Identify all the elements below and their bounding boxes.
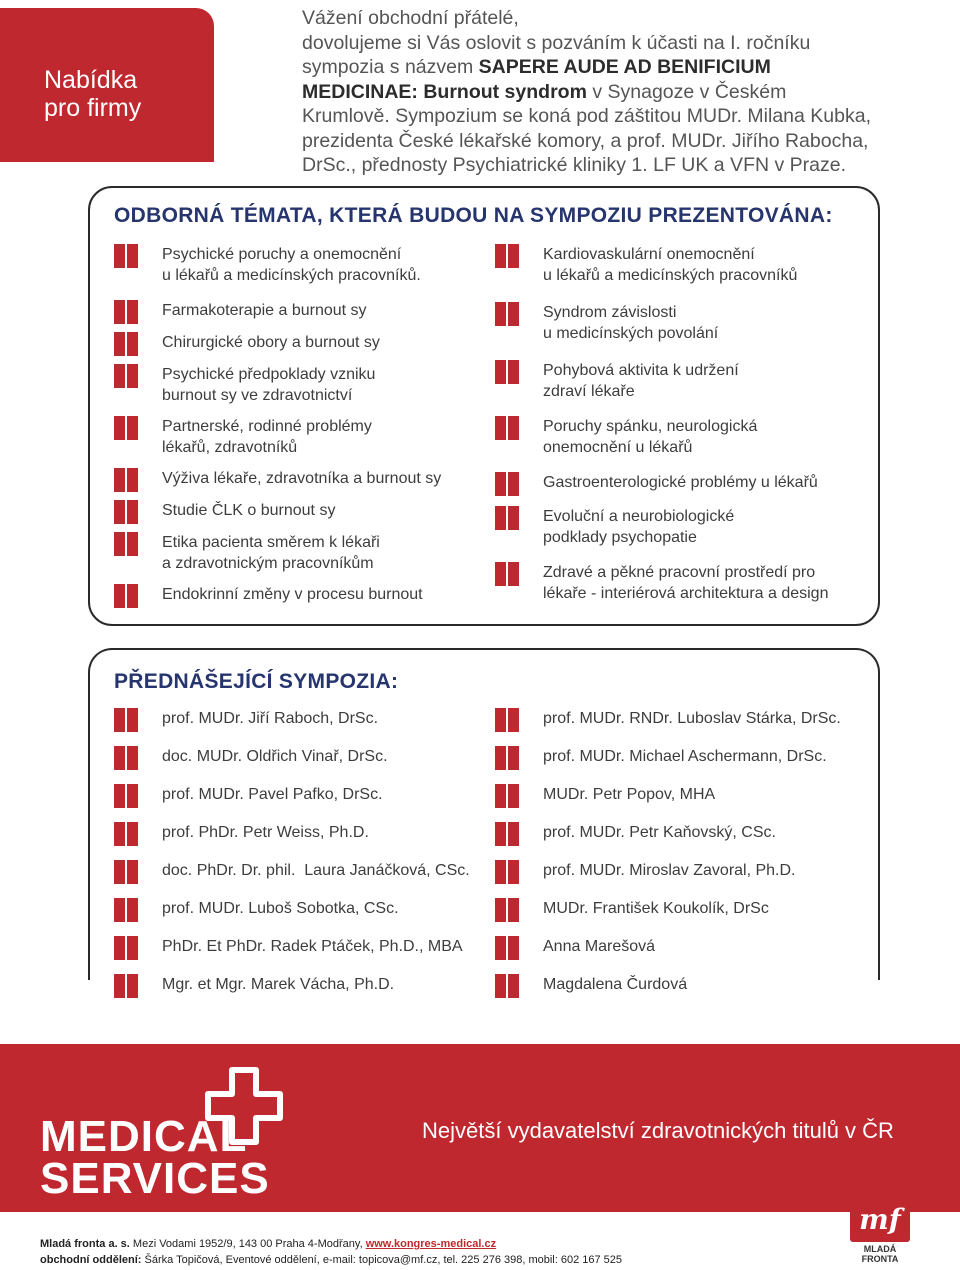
bullet-icon [114,860,138,884]
bullet-icon [114,822,138,846]
bullet-icon [114,898,138,922]
speakers-heading: PŘEDNÁŠEJÍCÍ SYMPOZIA: [114,670,399,693]
topic-label: Partnerské, rodinné problémy lékařů, zdravotníků [162,418,372,456]
intro-paragraph [302,6,877,178]
offer-tab-title: Nabídka pro firmy [44,66,142,122]
department-contact: Šárka Topičová, Eventové oddělení, e-mail: topicova@mf.cz, tel. 225 276 398, mobil: 602 167 525 [141,1254,623,1266]
topic-label: Syndrom závislosti u medicínských povolání [543,304,719,342]
bullet-icon [495,244,519,268]
bullet-icon [495,360,519,384]
bullet-icon [495,506,519,530]
bullet-icon [114,746,138,770]
bullet-icon [114,332,138,356]
intro-symposium-name: SAPERE AUDE AD BENIFICIUM MEDICINAE: Burnout syndrom [302,56,771,103]
speaker-label: prof. MUDr. Luboš Sobotka, CSc. [162,900,399,917]
contact-info [40,1236,622,1268]
speaker-label: prof. MUDr. Jiří Raboch, DrSc. [162,710,379,727]
topic-label: Gastroenterologické problémy u lékařů [543,474,818,491]
speaker-label: MUDr. Petr Popov, MHA [543,786,716,803]
topic-label: Farmakoterapie a burnout sy [162,302,367,319]
bullet-icon [114,468,138,492]
topic-label: Kardiovaskulární onemocnění u lékařů a medicínských pracovníků [543,246,798,284]
topic-label: Poruchy spánku, neurologická onemocnění u lékařů [543,418,758,456]
speaker-label: prof. MUDr. RNDr. Luboslav Stárka, DrSc. [543,710,841,727]
department-label: obchodní oddělení: [40,1254,142,1266]
bullet-icon [114,500,138,524]
bullet-icon [495,416,519,440]
topic-label: Evoluční a neurobiologické podklady psychopatie [543,508,735,546]
bullet-icon [495,562,519,586]
company-address: Mezi Vodami 1952/9, 143 00 Praha 4-Modřany, [129,1238,366,1250]
bullet-icon [495,784,519,808]
contact-line-1 [40,1236,622,1252]
bullet-icon [495,898,519,922]
bullet-icon [495,860,519,884]
bullet-icon [495,708,519,732]
bullet-icon [495,974,519,998]
bullet-icon [114,936,138,960]
bullet-icon [114,244,138,268]
mf-mark: mf [850,1198,910,1242]
bullet-icon [114,532,138,556]
topic-label: Pohybová aktivita k udržení zdraví lékaře [543,362,739,400]
medical-services-logo: MEDICAL SERVICES [40,1112,270,1203]
topic-label: Zdravé a pěkné pracovní prostředí pro lékaře - interiérová architektura a design [543,564,829,602]
speaker-label: Magdalena Čurdová [543,976,688,993]
topic-label: Psychické poruchy a onemocnění u lékařů a medicínských pracovníků. [162,246,421,284]
bullet-icon [114,784,138,808]
speaker-label: doc. PhDr. Dr. phil. Laura Janáčková, CSc. [162,862,470,879]
mf-name: MLADÁ FRONTA [861,1244,899,1264]
speaker-label: MUDr. František Koukolík, DrSc [543,900,769,917]
contact-line-2 [40,1252,622,1268]
topic-label: Psychické předpoklady vzniku burnout sy ve zdravotnictví [162,366,376,404]
topic-label: Výživa lékaře, zdravotníka a burnout sy [162,470,442,487]
topic-label: Chirurgické obory a burnout sy [162,334,380,351]
speakers-box [88,648,880,980]
speaker-label: prof. MUDr. Miroslav Zavoral, Ph.D. [543,862,796,879]
publisher-tagline: Největší vydavatelství zdravotnických titulů v ČR [422,1118,894,1143]
speaker-label: PhDr. Et PhDr. Radek Ptáček, Ph.D., MBA [162,938,463,955]
intro-text-1: Vážení obchodní přátelé, dovolujeme si Vás oslovit s pozváním k účasti na I. ročníku sympozia s názvem [302,7,811,78]
website-link[interactable]: www.kongres-medical.cz [365,1238,497,1250]
intro-text-2: v Synagoze v Českém Krumlově. Sympozium se koná pod záštitou MUDr. Milana Kubka, prezidenta České lékařské komory, a prof. MUDr. Jiřího Rabocha, DrSc., přednosty Psychiatrické kliniky 1. LF UK a VFN v Praze. [302,80,871,176]
bullet-icon [114,708,138,732]
bullet-icon [114,416,138,440]
speaker-label: prof. MUDr. Pavel Pafko, DrSc. [162,786,383,803]
topic-label: Studie ČLK o burnout sy [162,502,336,519]
speaker-label: prof. MUDr. Petr Kaňovský, CSc. [543,824,776,841]
offer-tab [0,8,214,162]
speaker-label: doc. MUDr. Oldřich Vinař, DrSc. [162,748,388,765]
bullet-icon [495,746,519,770]
speaker-label: Mgr. et Mgr. Marek Vácha, Ph.D. [162,976,395,993]
speaker-label: prof. PhDr. Petr Weiss, Ph.D. [162,824,369,841]
topics-heading: ODBORNÁ TÉMATA, KTERÁ BUDOU NA SYMPOZIU PREZENTOVÁNA: [114,204,833,227]
speaker-label: Anna Marešová [543,938,656,955]
bullet-icon [114,974,138,998]
mlada-fronta-logo [846,1198,914,1264]
bullet-icon [114,584,138,608]
speaker-label: prof. MUDr. Michael Aschermann, DrSc. [543,748,827,765]
bullet-icon [114,364,138,388]
topic-label: Etika pacienta směrem k lékaři a zdravotnickým pracovníkům [162,534,380,572]
bullet-icon [495,936,519,960]
bullet-icon [495,302,519,326]
bullet-icon [495,822,519,846]
topic-label: Endokrinní změny v procesu burnout [162,586,423,603]
bullet-icon [114,300,138,324]
company-name: Mladá fronta a. s. [40,1238,130,1250]
bullet-icon [495,472,519,496]
